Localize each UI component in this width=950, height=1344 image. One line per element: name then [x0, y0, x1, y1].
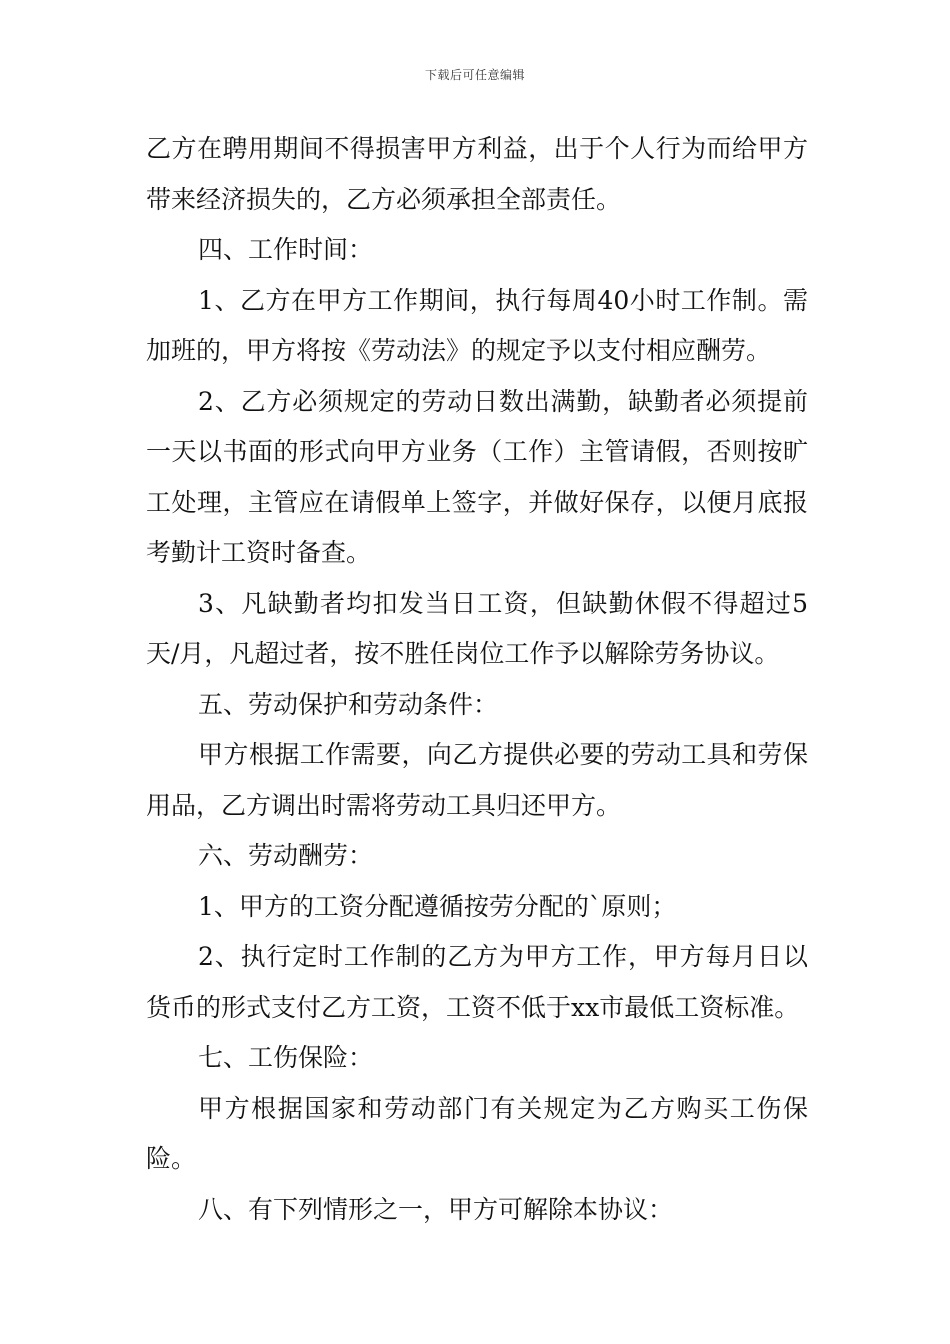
paragraph-attendance: 2、乙方必须规定的劳动日数出满勤，缺勤者必须提前一天以书面的形式向甲方业务（工作）主管请假，否则按旷工处理，主管应在请假单上签字，并做好保存，以便月底报考勤计工资时备查。	[146, 386, 808, 567]
paragraph-liability: 乙方在聘用期间不得损害甲方利益，出于个人行为而给甲方带来经济损失的，乙方必须承担全部责任。	[146, 134, 808, 214]
page-header: 下载后可任意编辑	[424, 68, 525, 82]
heading-labor-protection: 五、劳动保护和劳动条件：	[198, 689, 499, 719]
paragraph-work-hours: 1、乙方在甲方工作期间，执行每周40小时工作制。需加班的，甲方将按《劳动法》的规定予以支付相应酬劳。	[146, 285, 808, 365]
paragraph-absence: 3、凡缺勤者均扣发当日工资，但缺勤休假不得超过5天/月，凡超过者，按不胜任岗位工作予以解除劳务协议。	[146, 588, 808, 668]
paragraph-wage-payment: 2、执行定时工作制的乙方为甲方工作，甲方每月日以货币的形式支付乙方工资，工资不低于xx市最低工资标准。	[146, 942, 808, 1022]
heading-termination: 八、有下列情形之一，甲方可解除本协议：	[198, 1194, 674, 1224]
heading-injury-insurance: 七、工伤保险：	[198, 1043, 374, 1072]
paragraph-wage-principle: 1、甲方的工资分配遵循按劳分配的`原则；	[198, 891, 677, 921]
paragraph-insurance: 甲方根据国家和劳动部门有关规定为乙方购买工伤保险。	[146, 1093, 808, 1173]
paragraph-labor-tools: 甲方根据工作需要，向乙方提供必要的劳动工具和劳保用品，乙方调出时需将劳动工具归还甲方。	[146, 740, 808, 820]
heading-remuneration: 六、劳动酬劳：	[198, 841, 374, 870]
heading-work-time: 四、工作时间：	[198, 235, 374, 264]
document-body	[146, 124, 808, 1235]
